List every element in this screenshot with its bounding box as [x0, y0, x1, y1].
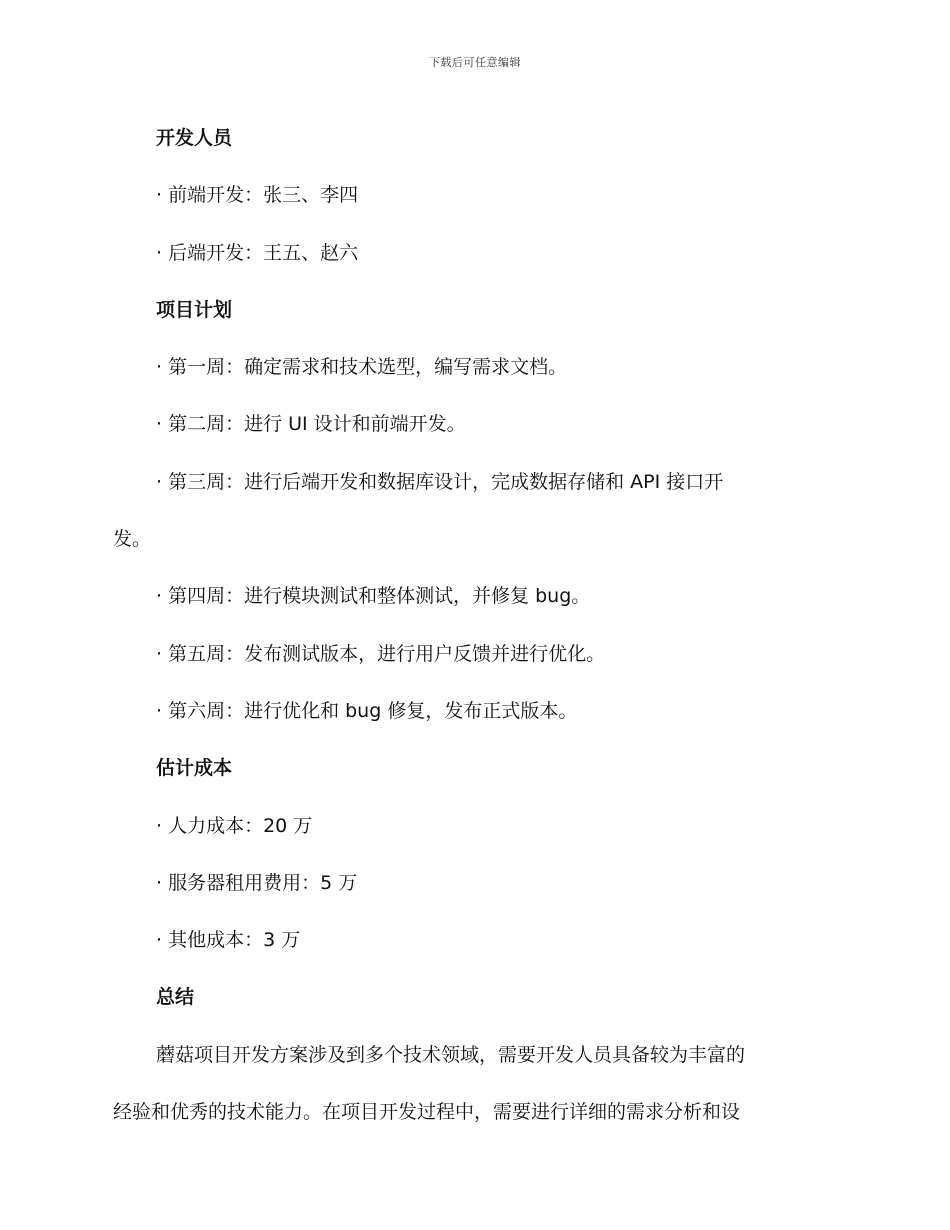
list-item-week-3-continued: 发。	[113, 528, 152, 551]
list-item-week-4: · 第四周：进行模块测试和整体测试，并修复 bug。	[156, 585, 591, 608]
list-item-frontend-dev: · 前端开发：张三、李四	[156, 184, 359, 207]
summary-paragraph-line-1: 蘑菇项目开发方案涉及到多个技术领域，需要开发人员具备较为丰富的	[156, 1043, 746, 1066]
list-item-week-5: · 第五周：发布测试版本，进行用户反馈并进行优化。	[156, 642, 606, 665]
list-item-week-3: · 第三周：进行后端开发和数据库设计，完成数据存储和 API 接口开	[156, 470, 724, 493]
list-item-week-1: · 第一周：确定需求和技术选型，编写需求文档。	[156, 356, 568, 379]
list-item-backend-dev: · 后端开发：王五、赵六	[156, 241, 359, 264]
section-heading-plan: 项目计划	[156, 298, 233, 321]
list-item-week-6: · 第六周：进行优化和 bug 修复，发布正式版本。	[156, 699, 578, 722]
section-heading-cost: 估计成本	[156, 757, 233, 780]
summary-paragraph-line-2: 经验和优秀的技术能力。在项目开发过程中，需要进行详细的需求分析和设	[113, 1101, 741, 1124]
list-item-week-2: · 第二周：进行 UI 设计和前端开发。	[156, 413, 466, 436]
section-heading-developers: 开发人员	[156, 127, 233, 149]
list-item-labor-cost: · 人力成本：20 万	[156, 814, 313, 837]
page-header-note: 下载后可任意编辑	[429, 56, 521, 69]
list-item-other-cost: · 其他成本：3 万	[156, 929, 301, 952]
document-body	[113, 110, 833, 1141]
list-item-server-cost: · 服务器租用费用：5 万	[156, 871, 358, 894]
section-heading-summary: 总结	[156, 986, 195, 1009]
